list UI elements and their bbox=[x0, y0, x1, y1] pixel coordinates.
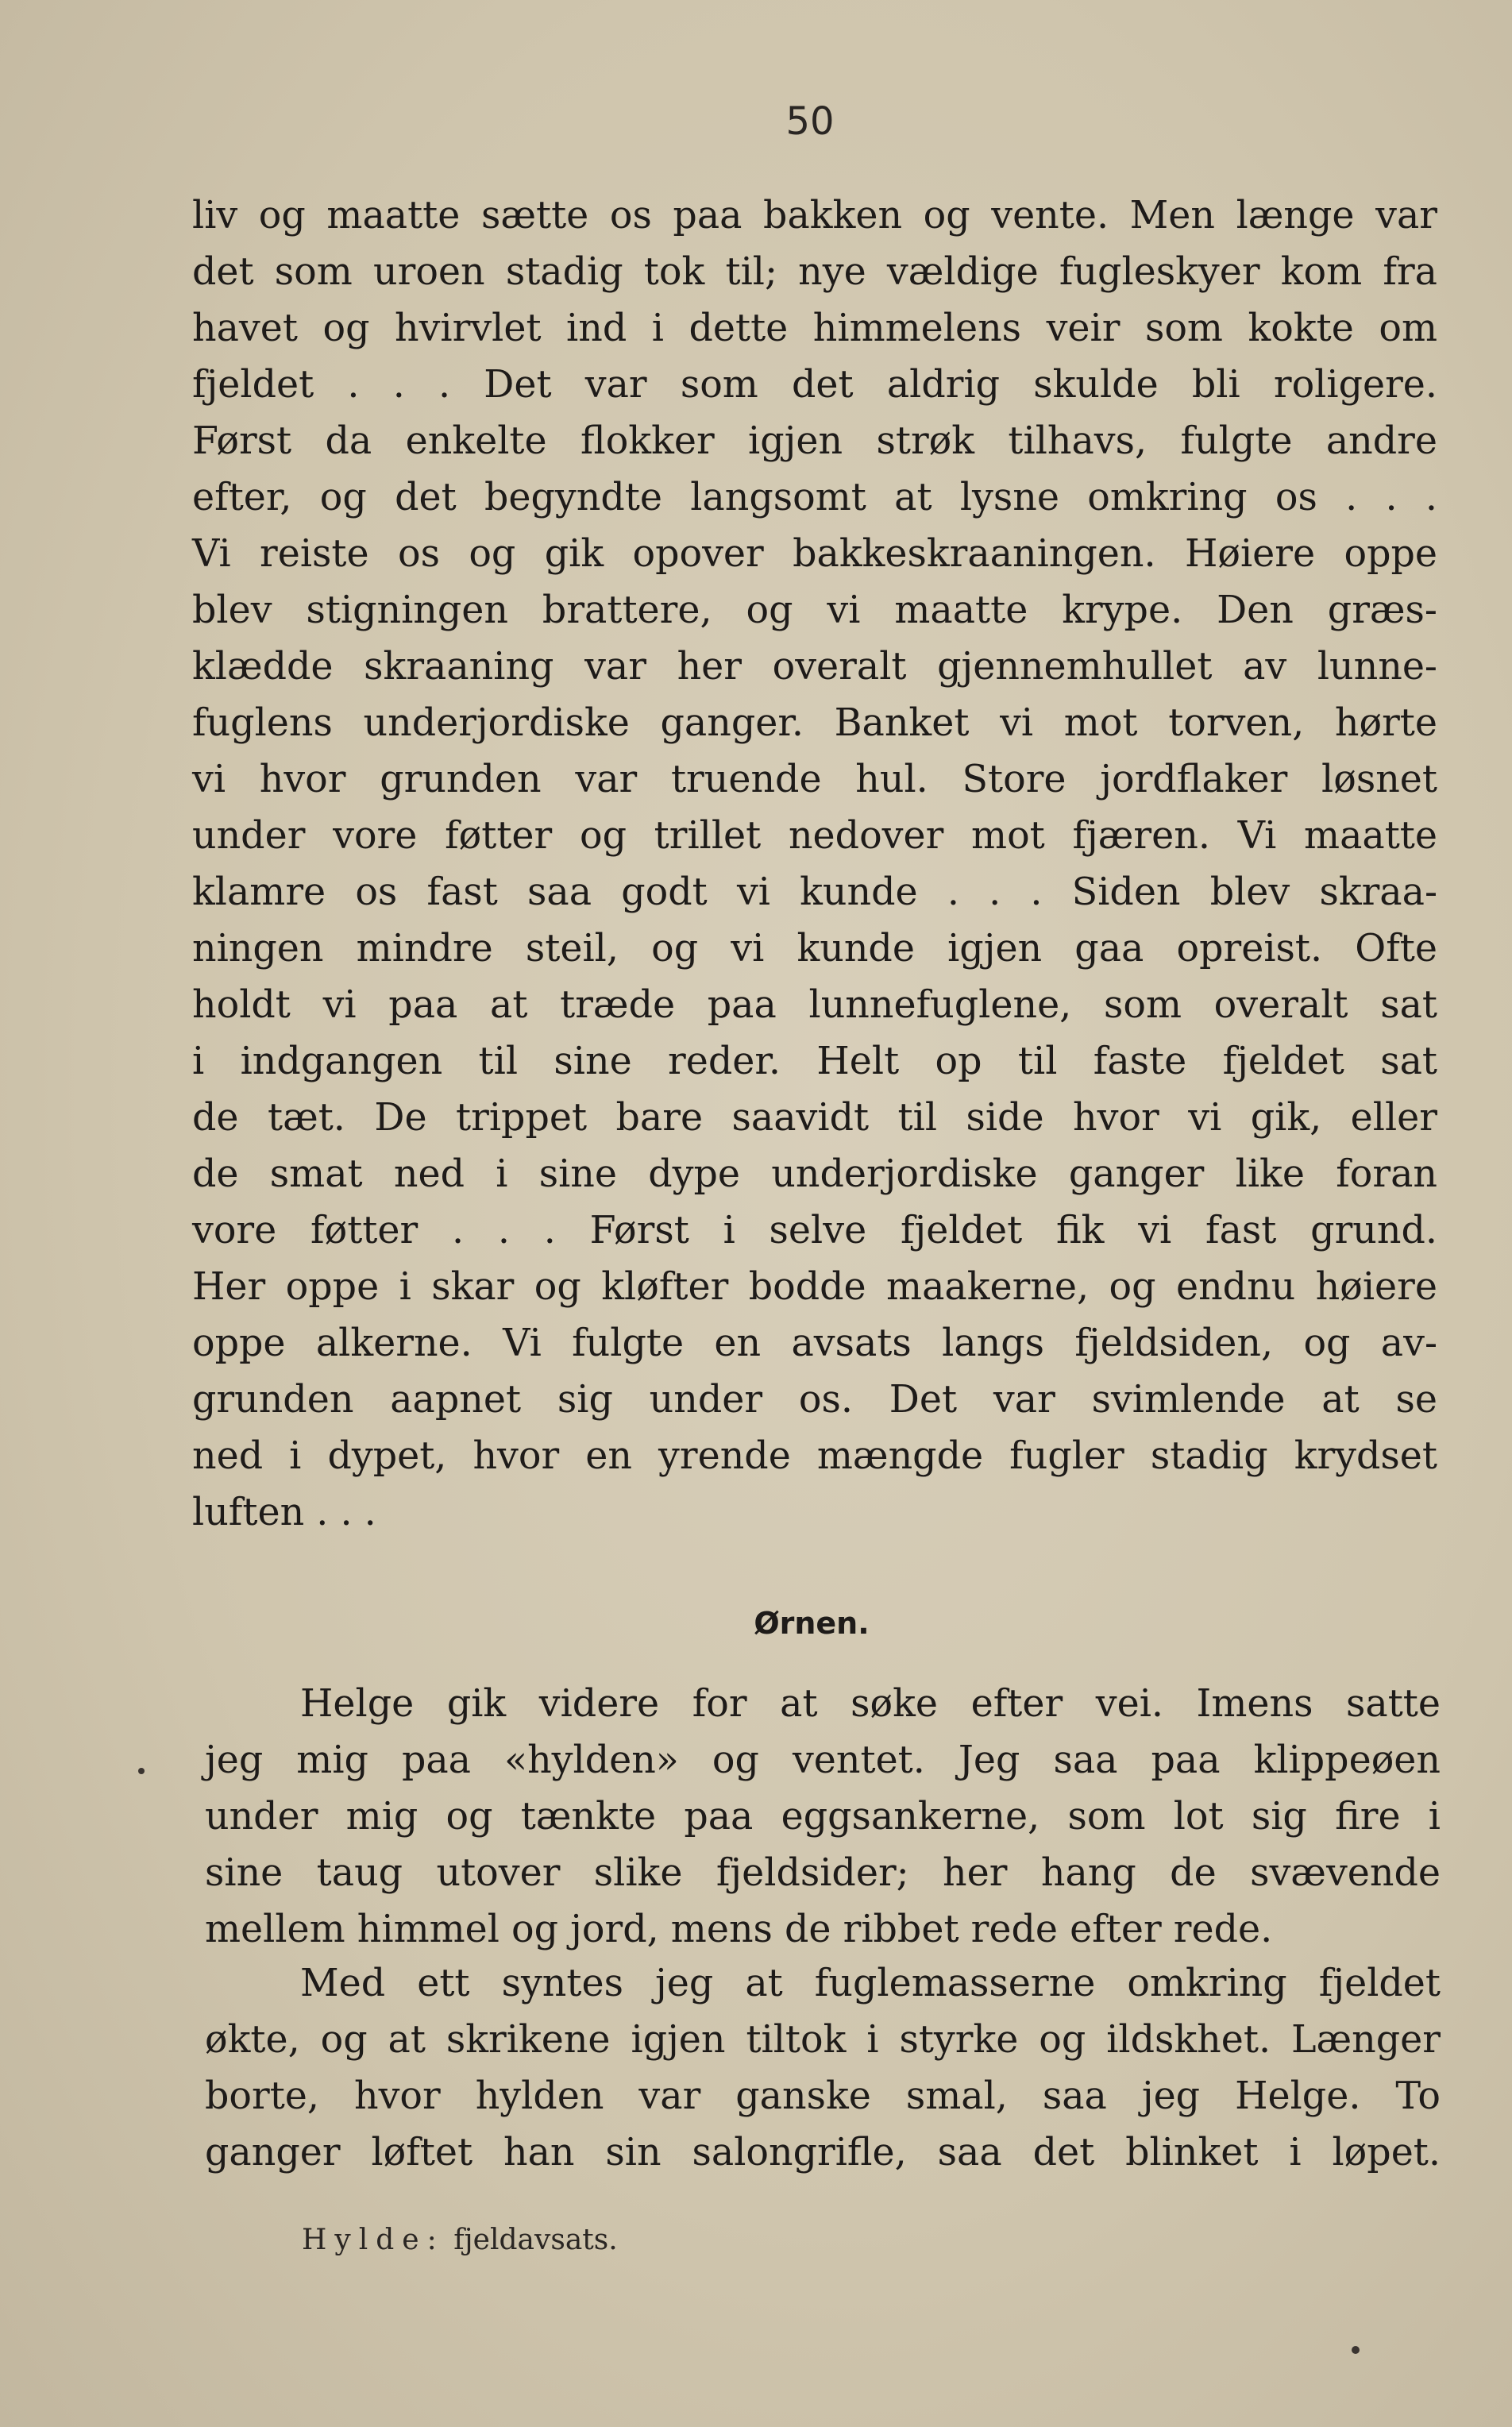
ink-speck bbox=[1352, 2346, 1360, 2354]
text-line: under vore føtter og trillet nedover mot fjæren. Vi maatte bbox=[192, 814, 1437, 858]
text-line: jeg mig paa «hylden» og ventet. Jeg saa paa klippeøen bbox=[205, 1738, 1441, 1782]
text-line: oppe alkerne. Vi fulgte en avsats langs fjeldsiden, og av- bbox=[192, 1322, 1437, 1365]
text-line: økte, og at skrikene igjen tiltok i styrke og ildskhet. Længer bbox=[205, 2018, 1441, 2062]
text-line: Her oppe i skar og kløfter bodde maakerne, og endnu høiere bbox=[192, 1265, 1437, 1309]
text-line: liv og maatte sætte os paa bakken og vente. Men længe var bbox=[192, 194, 1437, 237]
text-line: det som uroen stadig tok til; nye vældige fugleskyer kom fra bbox=[192, 250, 1437, 294]
text-line: ningen mindre steil, og vi kunde igjen gaa opreist. Ofte bbox=[192, 927, 1437, 970]
text-line: klædde skraaning var her overalt gjennemhullet av lunne- bbox=[192, 645, 1437, 689]
text-line: Vi reiste os og gik opover bakkeskraaningen. Høiere oppe bbox=[192, 532, 1437, 576]
text-line: Helge gik videre for at søke efter vei. Imens satte bbox=[300, 1682, 1441, 1726]
footnote bbox=[302, 2224, 618, 2256]
ink-speck bbox=[138, 1768, 145, 1774]
text-line: vi hvor grunden var truende hul. Store jordflaker løsnet bbox=[192, 758, 1437, 801]
text-line: i indgangen til sine reder. Helt op til faste fjeldet sat bbox=[192, 1040, 1437, 1083]
text-line: de tæt. De trippet bare saavidt til side hvor vi gik, eller bbox=[192, 1096, 1437, 1140]
text-line: sine taug utover slike fjeldsider; her hang de svævende bbox=[205, 1851, 1441, 1895]
text-line: Først da enkelte flokker igjen strøk tilhavs, fulgte andre bbox=[192, 419, 1437, 463]
footnote-definition: fjeldavsats. bbox=[453, 2224, 618, 2256]
text-line: havet og hvirvlet ind i dette himmelens veir som kokte om bbox=[192, 307, 1437, 350]
paragraph-3 bbox=[205, 1955, 1441, 2181]
text-line: borte, hvor hylden var ganske smal, saa jeg Helge. To bbox=[205, 2074, 1441, 2118]
text-line: fjeldet . . . Det var som det aldrig skulde bli roligere. bbox=[192, 363, 1437, 407]
text-line: under mig og tænkte paa eggsankerne, som lot sig fire i bbox=[205, 1795, 1441, 1839]
text-line: blev stigningen brattere, og vi maatte krype. Den græs- bbox=[192, 588, 1437, 632]
text-line: Med ett syntes jeg at fuglemasserne omkring fjeldet bbox=[300, 1962, 1441, 2005]
footnote-term: Hylde: bbox=[302, 2224, 445, 2256]
section-heading: Ørnen. bbox=[754, 1606, 870, 1641]
text-line: mellem himmel og jord, mens de ribbet rede efter rede. bbox=[205, 1908, 1273, 1951]
text-line: klamre os fast saa godt vi kunde . . . Siden blev skraa- bbox=[192, 870, 1437, 914]
text-line: fuglens underjordiske ganger. Banket vi mot torven, hørte bbox=[192, 701, 1437, 745]
text-line: grunden aapnet sig under os. Det var svimlende at se bbox=[192, 1378, 1437, 1422]
text-line: ganger løftet han sin salongrifle, saa det blinket i løpet. bbox=[205, 2131, 1441, 2174]
paragraph-2 bbox=[205, 1676, 1441, 1958]
text-line: luften . . . bbox=[192, 1491, 376, 1534]
text-line: holdt vi paa at træde paa lunnefuglene, som overalt sat bbox=[192, 983, 1437, 1027]
text-line: vore føtter . . . Først i selve fjeldet fik vi fast grund. bbox=[192, 1209, 1437, 1252]
text-line: ned i dypet, hvor en yrende mængde fugler stadig krydset bbox=[192, 1434, 1437, 1478]
text-line: de smat ned i sine dype underjordiske ganger like foran bbox=[192, 1152, 1437, 1196]
paragraph-1 bbox=[192, 187, 1437, 1541]
text-line: efter, og det begyndte langsomt at lysne omkring os . . . bbox=[192, 476, 1437, 519]
page-number: 50 bbox=[785, 99, 835, 144]
